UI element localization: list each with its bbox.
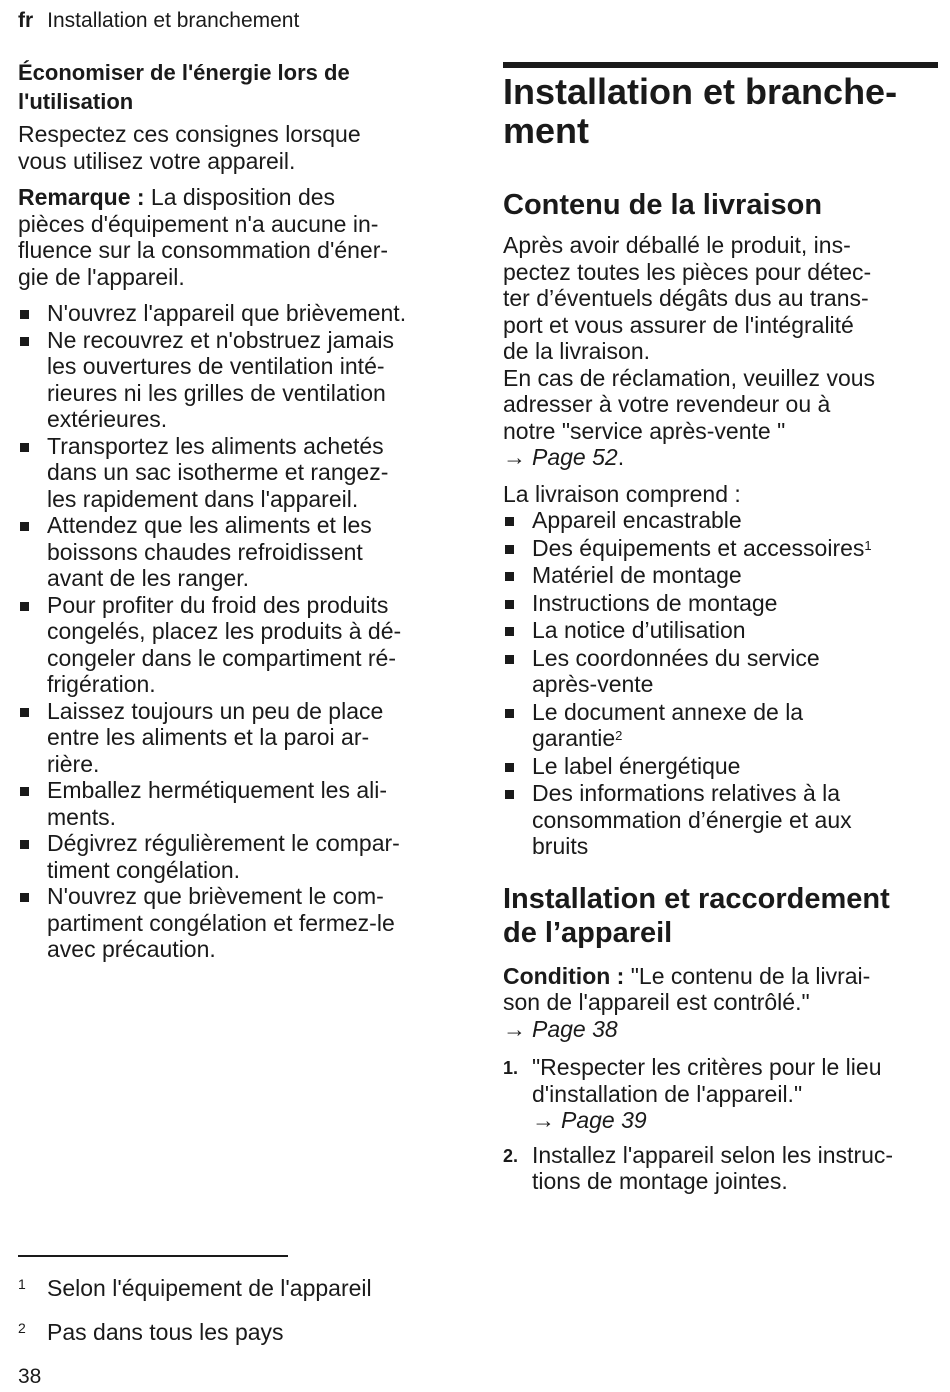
page-reference-link[interactable]: Page 52 [532, 444, 618, 470]
text-line: timent congélation. [47, 856, 241, 883]
text-line: vous utilisez votre appareil. [18, 147, 296, 174]
text-line: "Le contenu de la livrai- [624, 962, 871, 989]
text-line: congeler dans le compartiment ré- [47, 644, 396, 671]
text-line: "Respecter les critères pour le lieu [532, 1054, 882, 1080]
text-line: extérieures. [47, 406, 168, 432]
text-line: N'ouvrez l'appareil que brièvement. [47, 300, 407, 326]
text-line: gie de l'appareil. [18, 263, 185, 290]
intro-paragraph [18, 121, 458, 174]
list-item [503, 780, 938, 860]
text-line: Appareil encastrable [532, 507, 742, 533]
text-line: entre les aliments et la paroi ar- [47, 724, 370, 750]
text-line: Emballez hermétiquement les ali- [47, 777, 388, 803]
page-header [18, 8, 299, 34]
text-line: pectez toutes les pièces pour détec- [503, 258, 872, 285]
text-line: son de l'appareil est contrôlé." [503, 989, 810, 1015]
energy-tips-list [18, 300, 458, 963]
punctuation: . [617, 444, 625, 470]
right-column [503, 62, 938, 1203]
text-line: partiment congélation et fermez-le [47, 909, 395, 936]
list-item [18, 698, 458, 778]
page-number: 38 [18, 1365, 42, 1388]
text-line: Respectez ces consignes lorsque [18, 121, 361, 147]
footnote-divider [18, 1255, 288, 1257]
list-item [503, 699, 938, 752]
text-line: Les coordonnées du service [532, 644, 820, 671]
text-line: les ouvertures de ventilation inté- [47, 353, 385, 379]
text-line: notre "service après-vente " [503, 417, 786, 444]
delivery-items-list [503, 507, 938, 860]
footnote-text: Selon l'équipement de l'appareil [47, 1275, 372, 1301]
text-line: La notice d’utilisation [532, 617, 746, 643]
text-line: rière. [47, 750, 100, 777]
list-item [503, 507, 938, 534]
text-line: Le document annexe de la [532, 698, 804, 725]
list-item [503, 535, 938, 562]
text-line: adresser à votre revendeur ou à [503, 391, 831, 417]
condition-paragraph [503, 963, 938, 1043]
text-line: La disposition des [144, 184, 336, 210]
list-item [18, 300, 458, 327]
left-column [18, 58, 458, 963]
text-line: Installez l'appareil selon les instruc- [532, 1141, 894, 1168]
list-item [18, 777, 458, 830]
section-rule [503, 62, 938, 68]
text-line: congelés, placez les produits à dé- [47, 618, 402, 644]
title-line: ment [503, 110, 590, 151]
step-item [503, 1142, 938, 1195]
page-reference-link[interactable]: Page 39 [561, 1107, 647, 1133]
text-line: boissons chaudes refroidissent [47, 538, 363, 565]
text-line: ter d’éventuels dégâts dus au trans- [503, 285, 869, 311]
text-line: frigération. [47, 671, 156, 697]
installation-steps [503, 1054, 938, 1195]
text-line: Dégivrez régulièrement le compar- [47, 830, 400, 856]
list-item [503, 645, 938, 698]
text-line: Laissez toujours un peu de place [47, 697, 384, 724]
energy-saving-heading [18, 58, 458, 116]
text-line: ments. [47, 803, 117, 830]
list-item [503, 753, 938, 780]
text-line: Des informations relatives à la [532, 780, 841, 806]
arrow-right-icon: → [532, 1107, 555, 1133]
text-line: pièces d'équipement n'a aucune in- [18, 210, 379, 237]
text-line: Le label énergétique [532, 752, 741, 779]
text-line: tions de montage jointes. [532, 1168, 788, 1194]
footnote-number: 1 [18, 1276, 26, 1292]
text-line: Matériel de montage [532, 562, 742, 588]
condition-label: Condition : [503, 962, 625, 989]
text-line: avec précaution. [47, 936, 216, 962]
installation-title [503, 882, 938, 950]
list-item [18, 512, 458, 592]
step-number: 2. [503, 1145, 519, 1166]
delivery-title: Contenu de la livraison [503, 189, 823, 221]
list-item [503, 590, 938, 617]
text-line: Ne recouvrez et n'obstruez jamais [47, 326, 394, 353]
text-line: d'installation de l'appareil." [532, 1080, 803, 1107]
text-line: En cas de réclamation, veuillez vous [503, 364, 876, 391]
footnote-ref[interactable]: 1 [864, 537, 872, 553]
title-line: Installation et raccordement [503, 882, 890, 915]
text-line: rieures ni les grilles de ventilation [47, 379, 386, 406]
title-line: de l’appareil [503, 916, 673, 949]
footnote [18, 1318, 284, 1346]
list-item [18, 433, 458, 513]
arrow-right-icon: → [503, 444, 526, 470]
language-code: fr [18, 9, 34, 32]
title-line: Installation et branche- [503, 71, 898, 112]
note-label: Remarque : [18, 184, 145, 210]
footnote-number: 2 [18, 1320, 26, 1336]
page-reference-link[interactable]: Page 38 [532, 1015, 618, 1042]
heading-line: l'utilisation [18, 89, 134, 114]
text-line: Après avoir déballé le produit, ins- [503, 232, 851, 258]
text-line: Des équipements et accessoires [532, 534, 865, 561]
header-title: Installation et branchement [47, 9, 300, 32]
text-line: Pour profiter du froid des produits [47, 591, 389, 618]
step-item [503, 1054, 938, 1134]
list-item [18, 327, 458, 433]
text-line: Attendez que les aliments et les [47, 512, 372, 538]
note-paragraph [18, 184, 458, 290]
list-item [18, 883, 458, 963]
heading-line: Économiser de l'énergie lors de [18, 60, 350, 85]
list-item [503, 562, 938, 589]
text-line: de la livraison. [503, 338, 651, 364]
text-line: avant de les ranger. [47, 565, 250, 591]
text-line: après-vente [532, 671, 654, 697]
list-item [18, 830, 458, 883]
step-number: 1. [503, 1058, 519, 1078]
delivery-paragraph [503, 232, 938, 471]
text-line: garantie [532, 725, 616, 751]
main-section-title [503, 72, 938, 150]
text-line: fluence sur la consommation d'éner- [18, 237, 389, 263]
includes-label: La livraison comprend : [503, 480, 741, 507]
arrow-right-icon: → [503, 1015, 526, 1042]
text-line: dans un sac isotherme et rangez- [47, 459, 389, 485]
text-line: les rapidement dans l'appareil. [47, 485, 359, 512]
list-item [503, 617, 938, 644]
text-line: N'ouvrez que brièvement le com- [47, 883, 384, 909]
text-line: bruits [532, 833, 589, 859]
footnote-ref[interactable]: 2 [615, 728, 623, 743]
footnote [18, 1274, 372, 1302]
text-line: consommation d’énergie et aux [532, 806, 852, 833]
list-item [18, 592, 458, 698]
text-line: port et vous assurer de l'intégralité [503, 311, 854, 338]
footnote-text: Pas dans tous les pays [47, 1319, 284, 1345]
text-line: Instructions de montage [532, 589, 778, 616]
text-line: Transportez les aliments achetés [47, 432, 384, 459]
